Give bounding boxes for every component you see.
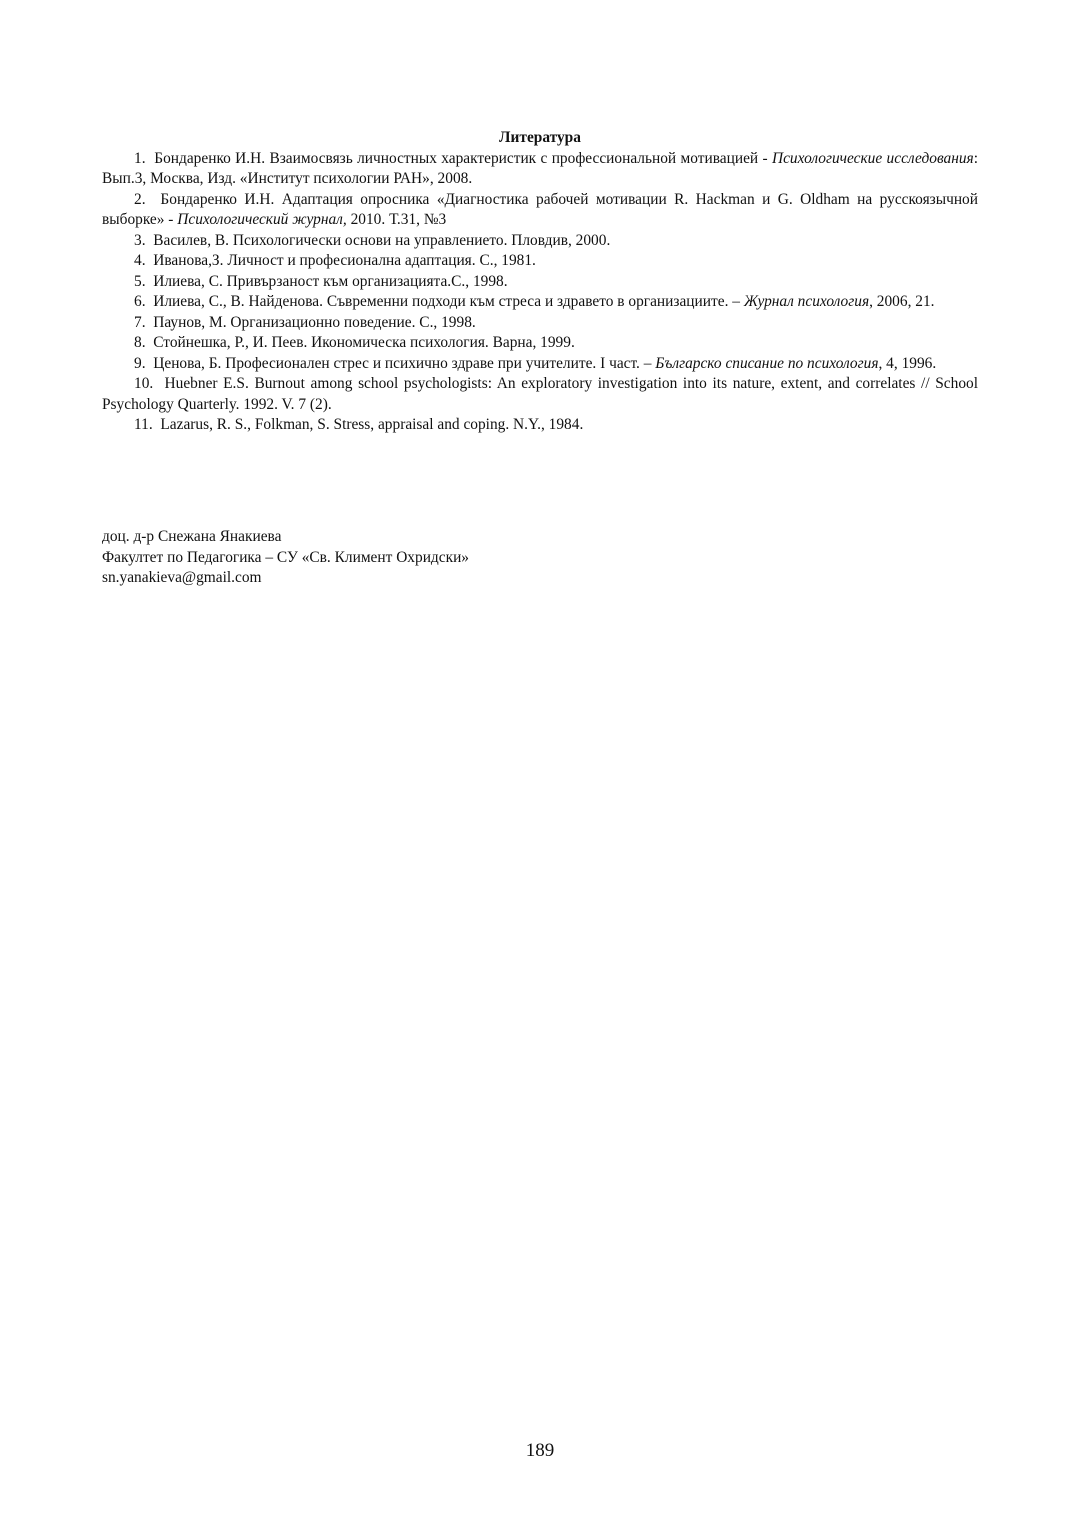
reference-number: 9. xyxy=(134,354,146,372)
reference-source: Журнал психология xyxy=(743,293,870,310)
reference-source: Психологический журнал, xyxy=(177,211,347,228)
reference-text: Бондаренко И.Н. Адаптация опросника «Диагностика рабочей мотивации R. Hackman и G. Oldham на русскоязычной выборке» - xyxy=(102,190,978,228)
reference-text: Стойнешка, Р., И. Пеев. Икономическа психология. Варна, 1999. xyxy=(153,334,575,351)
reference-text: Ценова, Б. Професионален стрес и психично здраве при учителите. I част. – xyxy=(153,354,656,372)
reference-number: 2. xyxy=(134,190,146,208)
reference-item xyxy=(102,251,978,272)
reference-item xyxy=(102,231,978,252)
reference-item xyxy=(102,272,978,293)
reference-text: Василев, В. Психологически основи на управлението. Пловдив, 2000. xyxy=(153,231,611,249)
reference-text: Huebner E.S. Burnout among school psychologists: An exploratory investigation into its nature, extent, and correlates // School Psychology Quarterly. 1992. V. 7 (2). xyxy=(102,375,978,413)
reference-details: , 2006, 21. xyxy=(869,293,935,310)
reference-details: : Вып.3, Москва, Изд. «Институт психологии РАН», 2008. xyxy=(102,149,978,187)
reference-source: Психологические исследования xyxy=(771,149,974,167)
reference-number: 8. xyxy=(134,334,146,351)
reference-source: Българско списание по психология xyxy=(655,354,879,372)
author-signature xyxy=(102,527,469,589)
reference-item xyxy=(102,333,978,354)
reference-text: Илиева, С., В. Найденова. Съвременни подходи към стреса и здравето в организациите. – xyxy=(153,293,744,310)
reference-number: 4. xyxy=(134,252,146,269)
reference-number: 1. xyxy=(134,149,146,167)
reference-text: Lazarus, R. S., Folkman, S. Stress, appraisal and coping. N.Y., 1984. xyxy=(160,416,584,433)
reference-text: Паунов, М. Организационно поведение. С., 1998. xyxy=(153,313,476,331)
reference-item xyxy=(102,190,978,231)
page-number: 189 xyxy=(525,1440,555,1461)
reference-item xyxy=(102,354,978,375)
reference-number: 6. xyxy=(134,293,146,310)
reference-number: 10. xyxy=(134,375,154,392)
reference-number: 11. xyxy=(134,416,153,433)
reference-item xyxy=(102,313,978,334)
reference-item xyxy=(102,292,978,313)
author-affiliation: Факултет по Педагогика – СУ «Св. Климент Охридски» xyxy=(102,548,470,566)
reference-details: 2010. Т.31, №3 xyxy=(346,211,447,228)
reference-text: Иванова,З. Личност и професионална адаптация. С., 1981. xyxy=(153,252,536,269)
reference-number: 5. xyxy=(134,272,146,290)
reference-details: , 4, 1996. xyxy=(878,354,937,372)
references-section xyxy=(102,128,978,436)
reference-item xyxy=(102,415,978,436)
author-name: доц. д-р Снежана Янакиева xyxy=(102,528,282,545)
reference-number: 3. xyxy=(134,231,146,249)
reference-number: 7. xyxy=(134,313,146,331)
reference-item xyxy=(102,374,978,415)
references-heading: Литература xyxy=(499,129,581,146)
reference-text: Илиева, С. Привързаност към организацията.С., 1998. xyxy=(153,272,508,290)
author-email[interactable]: sn.yanakieva@gmail.com xyxy=(102,569,262,586)
reference-item xyxy=(102,149,978,190)
references-list xyxy=(102,149,978,436)
reference-text: Бондаренко И.Н. Взаимосвязь личностных характеристик с профессиональной мотивацией - xyxy=(154,149,772,167)
